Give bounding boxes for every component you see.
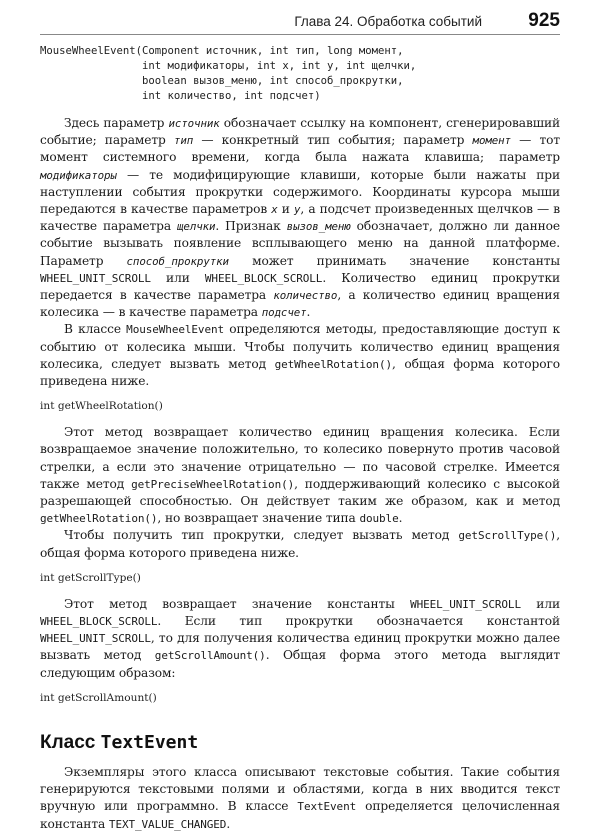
- code-method: getWheelRotation(): [274, 357, 392, 371]
- paragraph-wheel-rotation: [40, 424, 560, 527]
- section-heading-prefix: Класс: [40, 731, 101, 753]
- page-header: [40, 12, 560, 35]
- text: обозначает ссылку на компонент, сгенерировавший событие; параметр: [40, 116, 561, 148]
- chapter-title: Глава 24. Обработка событий: [294, 14, 482, 29]
- page-content: [40, 44, 560, 833]
- text: . Если тип прокрутки обозначается константой: [157, 614, 560, 629]
- code-method: getWheelRotation(): [40, 512, 158, 526]
- code-type: double: [359, 512, 399, 526]
- text: , а подсчет произведенных щелчков — в качестве параметра: [40, 202, 560, 234]
- text: — тот момент системного времени, когда была нажата клавиша; параметр: [40, 133, 560, 165]
- param-name: вызов_меню: [286, 220, 351, 234]
- text: . Общая форма этого метода выглядит следующим образом:: [40, 648, 561, 680]
- param-name: способ_прокрутки: [126, 254, 229, 268]
- text: Чтобы получить тип прокрутки, следует вызвать метод: [64, 528, 459, 543]
- text: .: [306, 305, 311, 320]
- text: , но возвращает значение типа: [157, 511, 360, 526]
- text: . Признак: [215, 219, 287, 234]
- text: .: [398, 511, 403, 526]
- signature-line: int количество, int подсчет): [40, 90, 321, 102]
- paragraph-methods: [40, 321, 560, 390]
- paragraph-text-event: [40, 764, 560, 833]
- code-constant: WHEEL_UNIT_SCROLL: [40, 632, 151, 646]
- param-name: x: [271, 203, 278, 217]
- text: или: [150, 270, 205, 285]
- text: — конкретный тип события; параметр: [193, 133, 473, 148]
- code-class: MouseWheelEvent: [126, 323, 225, 337]
- text: Этот метод возвращает количество единиц вращения колесика. Если возвращаемое значение положительно, то колесико повернуто против часовой стрелки, а если это значение отрицательно — по часовой стрелке. Имеется также метод: [40, 425, 560, 491]
- text: определяется целочисленная константа: [40, 799, 560, 831]
- text: Этот метод возвращает значение константы: [64, 596, 411, 611]
- code-method: getPreciseWheelRotation(): [131, 477, 295, 491]
- paragraph-scroll-amount: [40, 596, 560, 682]
- signature-line: int модификаторы, int x, int y, int щелчки,: [40, 60, 417, 72]
- code-method: getScrollAmount(): [154, 649, 266, 663]
- text: или: [520, 596, 560, 611]
- code-constant: WHEEL_BLOCK_SCROLL: [40, 615, 158, 629]
- text: . Количество единиц прокрутки передается в качестве параметра: [40, 270, 560, 303]
- code-constant: WHEEL_UNIT_SCROLL: [410, 597, 521, 611]
- code-class: TextEvent: [297, 800, 357, 814]
- param-name: щелчки: [177, 220, 216, 234]
- signature-line: MouseWheelEvent(Component источник, int тип, long момент,: [40, 45, 404, 57]
- text: , а количество единиц вращения колесика — в качестве параметра: [40, 288, 560, 320]
- page-number: 925: [528, 10, 560, 31]
- code-constant: TEXT_VALUE_CHANGED: [108, 817, 227, 831]
- text: определяются методы, предоставляющие доступ к событию от колесика мыши. Чтобы получить количество единиц вращения колесика, следует вызвать метод: [40, 322, 560, 371]
- text: Экземпляры этого класса описывают текстовые события. Такие события генерируются текстовыми полями и областями, когда в них вводится текст вручную или программно. В классе: [40, 764, 560, 814]
- code-constant: WHEEL_BLOCK_SCROLL: [204, 271, 323, 285]
- text: может принимать значение константы: [228, 253, 560, 268]
- param-name: подсчет: [261, 306, 307, 320]
- text: .: [226, 816, 231, 831]
- param-name: y: [293, 203, 301, 217]
- paragraph-scroll-type: [40, 527, 560, 561]
- param-name: модификаторы: [40, 168, 117, 182]
- code-method: getScrollType(): [458, 529, 557, 543]
- text: обозначает, должно ли данное событие вызывать появление всплывающего меню на данной платформе. Параметр: [40, 219, 560, 268]
- param-name: источник: [168, 117, 220, 130]
- paragraph-parameters: [40, 115, 560, 321]
- text: , общая форма которого приведена ниже.: [40, 356, 561, 389]
- text: , поддерживающий колесико с высокой разрешающей способностью. Он действует таким же образом, как и метод: [40, 476, 560, 509]
- text: В классе: [64, 322, 127, 337]
- signature-line: boolean вызов_меню, int способ_прокрутки,: [40, 75, 404, 87]
- text: , то для получения количества единиц прокрутки можно далее вызвать метод: [40, 631, 560, 663]
- constructor-signature: [40, 44, 560, 104]
- text: Здесь параметр: [64, 116, 169, 130]
- text: — те модифицирующие клавиши, которые были нажаты при наступлении события прокрутки содержимого. Координаты курсора мыши передаются в качестве параметров: [40, 167, 560, 217]
- section-heading-class: TextEvent: [100, 731, 199, 753]
- param-name: момент: [472, 134, 511, 148]
- section-heading: [40, 732, 560, 754]
- text: , общая форма которого приведена ниже.: [40, 528, 560, 560]
- code-constant: WHEEL_UNIT_SCROLL: [40, 271, 151, 285]
- code-get-wheel-rotation: int getWheelRotation(): [40, 400, 163, 413]
- code-get-scroll-amount: int getScrollAmount(): [40, 691, 157, 704]
- text: и: [277, 202, 294, 217]
- param-name: тип: [173, 134, 194, 148]
- param-name: количество: [273, 289, 338, 303]
- code-get-scroll-type: int getScrollType(): [40, 571, 141, 584]
